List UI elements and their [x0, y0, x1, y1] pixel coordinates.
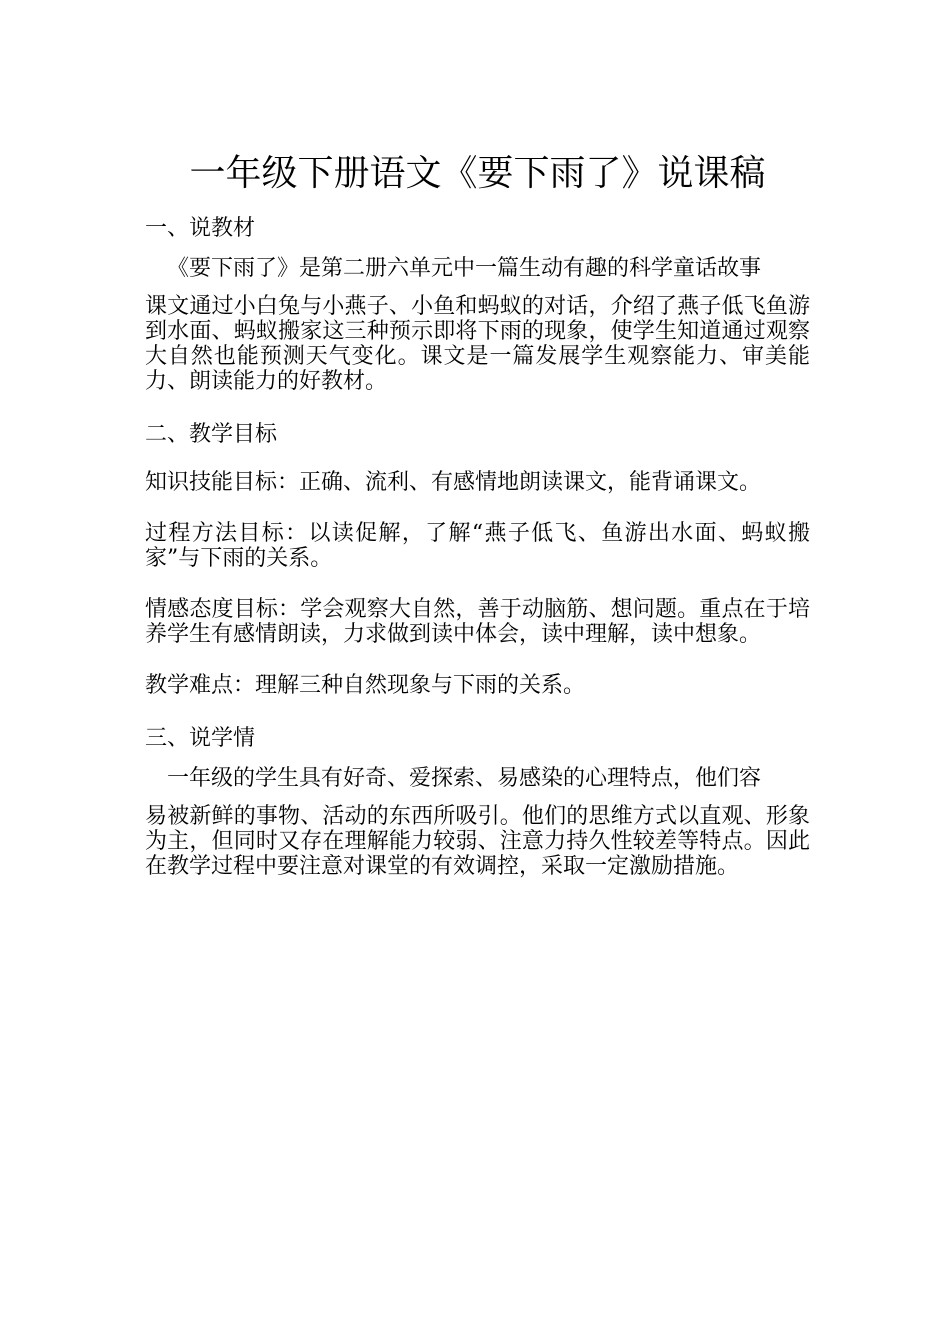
students-paragraph	[145, 754, 810, 879]
textbook-paragraph	[145, 244, 810, 394]
teaching-difficulty: 教学难点：理解三种自然现象与下雨的关系。	[145, 673, 586, 698]
goal-emotion: 情感态度目标：学会观察大自然，善于动脑筋、想问题。重点在于培养学生有感情朗读，力求做到读中体会，读中理解，读中想象。	[145, 597, 810, 647]
textbook-paragraph-body: 课文通过小白兔与小燕子、小鱼和蚂蚁的对话，介绍了燕子低飞鱼游到水面、蚂蚁搬家这三种预示即将下雨的现象，使学生知道通过观察大自然也能预测天气变化。课文是一篇发展学生观察能力、审美能力、朗读能力的好教材。	[145, 294, 810, 394]
section-heading-students: 三、说学情	[145, 726, 256, 751]
goal-process: 过程方法目标：以读促解，了解“燕子低飞、鱼游出水面、蚂蚁搬家”与下雨的关系。	[145, 521, 810, 571]
textbook-paragraph-first-line: 《要下雨了》是第二册六单元中一篇生动有趣的科学童话故事	[167, 256, 762, 281]
document-page	[145, 150, 810, 879]
section-heading-textbook: 一、说教材	[145, 216, 256, 241]
section-heading-goals: 二、教学目标	[145, 422, 278, 447]
students-paragraph-first-line: 一年级的学生具有好奇、爱探索、易感染的心理特点，他们容	[167, 766, 762, 791]
goal-knowledge: 知识技能目标：正确、流利、有感情地朗读课文，能背诵课文。	[145, 470, 762, 495]
students-paragraph-body: 易被新鲜的事物、活动的东西所吸引。他们的思维方式以直观、形象为主，但同时又存在理解能力较弱、注意力持久性较差等特点。因此在教学过程中要注意对课堂的有效调控，采取一定激励措施。	[145, 804, 810, 879]
document-title: 一年级下册语文《要下雨了》说课稿	[189, 153, 766, 194]
